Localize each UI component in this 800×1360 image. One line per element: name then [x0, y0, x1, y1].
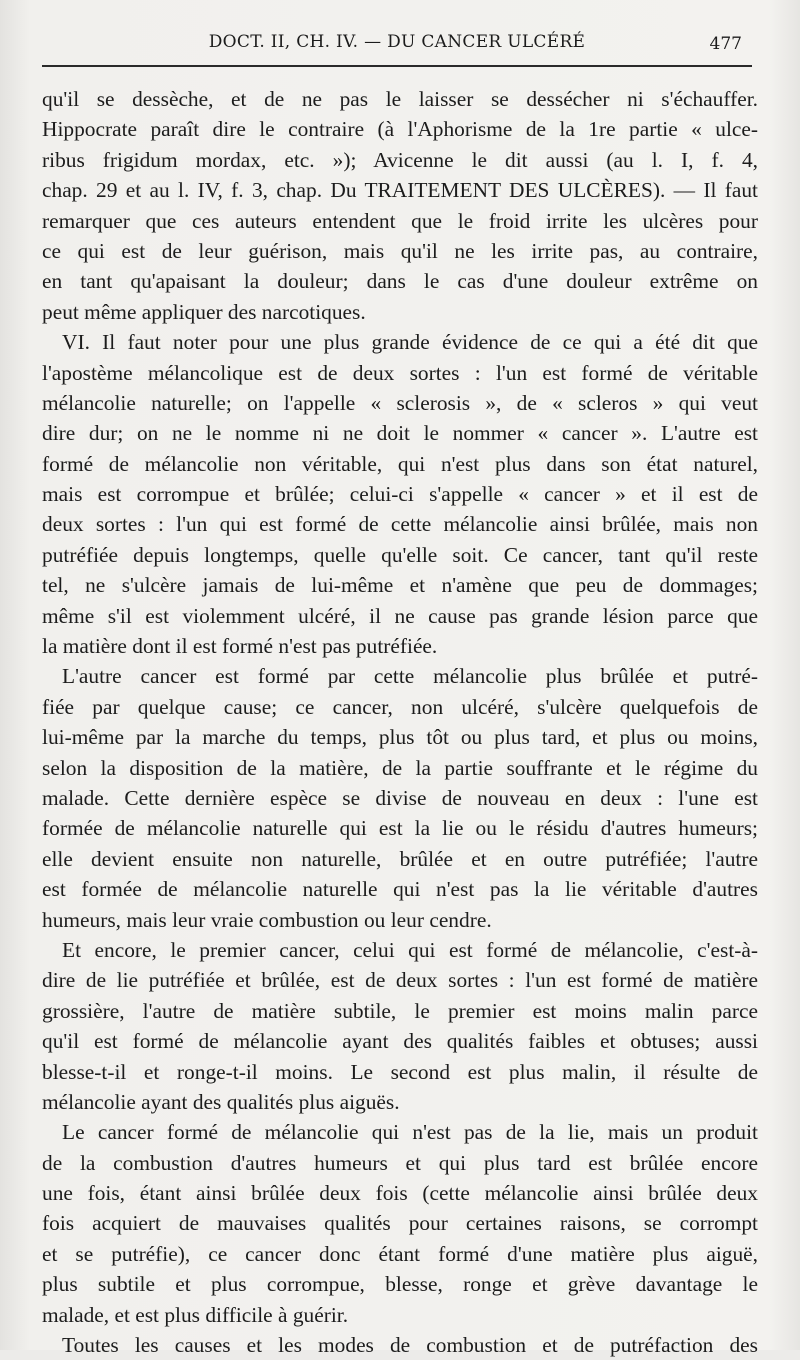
text-line: ribus frigidum mordax, etc. »); Avicenne le dit aussi (au l. I, f. 4,: [42, 147, 758, 172]
text-line: fiée par quelque cause; ce cancer, non ulcéré, s'ulcère quelquefois de: [42, 694, 758, 719]
text-line: est formée de mélancolie naturelle qui n'est pas la lie véritable d'autres: [42, 877, 758, 902]
text-line: blesse-t-il et ronge-t-il moins. Le second est plus malin, il résulte de: [42, 1059, 758, 1084]
text-line: qu'il se dessèche, et de ne pas le laisser se dessécher ni s'échauffer.: [42, 87, 758, 111]
text-line: fois acquiert de mauvaises qualités pour certaines raisons, se corrompt: [42, 1211, 758, 1236]
text-line: malade, et est plus difficile à guérir.: [42, 1302, 349, 1327]
text-line: Toutes les causes et les modes de combustion et de putréfaction des: [62, 1333, 758, 1358]
text-line: remarquer que ces auteurs entendent que le froid irrite les ulcères pour: [42, 208, 758, 233]
text-line: tel, ne s'ulcère jamais de lui-même et n'amène que peu de dommages;: [42, 573, 758, 598]
text-line: deux sortes : l'un qui est formé de cette mélancolie ainsi brûlée, mais non: [42, 512, 758, 537]
text-line: formée de mélancolie naturelle qui est la lie ou le résidu d'autres humeurs;: [42, 816, 758, 841]
text-line: Hippocrate paraît dire le contraire (à l'Aphorisme de la 1re partie « ulce-: [42, 117, 758, 142]
text-line: qu'il est formé de mélancolie ayant des qualités faibles et obtuses; aussi: [42, 1029, 758, 1054]
text-line: mélancolie ayant des qualités plus aiguës.: [42, 1089, 400, 1114]
text-line: plus subtile et plus corrompue, blesse, ronge et grève davantage le: [42, 1272, 758, 1297]
text-line: chap. 29 et au l. IV, f. 3, chap. Du TRAITEMENT DES ULCÈRES). — Il faut: [42, 178, 758, 203]
text-line: mais est corrompue et brûlée; celui-ci s'appelle « cancer » et il est de: [42, 482, 758, 507]
text-line: dire dur; on ne le nomme ni ne doit le nommer « cancer ». L'autre est: [42, 421, 758, 446]
text-line: l'apostème mélancolique est de deux sortes : l'un est formé de véritable: [42, 360, 758, 385]
text-line: la matière dont il est formé n'est pas putréfiée.: [42, 634, 438, 659]
text-line: ce qui est de leur guérison, mais qu'il ne les irrite pas, au contraire,: [42, 238, 758, 263]
text-line: formé de mélancolie non véritable, qui n'est plus dans son état naturel,: [42, 451, 758, 476]
text-line: elle devient ensuite non naturelle, brûlée et en outre putréfiée; l'autre: [42, 846, 758, 871]
text-line: dire de lie putréfiée et brûlée, est de deux sortes : l'un est formé de matière: [42, 968, 758, 993]
text-line: Et encore, le premier cancer, celui qui est formé de mélancolie, c'est-à-: [62, 937, 758, 962]
text-line: VI. Il faut noter pour une plus grande évidence de ce qui a été dit que: [62, 330, 758, 355]
page-number: 477: [709, 34, 742, 54]
text-line: une fois, étant ainsi brûlée deux fois (cette mélancolie ainsi brûlée deux: [42, 1181, 758, 1206]
body-text: [42, 84, 758, 1360]
text-line: Le cancer formé de mélancolie qui n'est pas de la lie, mais un produit: [62, 1120, 758, 1145]
text-line: de la combustion d'autres humeurs et qui plus tard est brûlée encore: [42, 1150, 758, 1175]
header-rule: [42, 65, 752, 67]
text-line: et se putréfie), ce cancer donc étant formé d'une matière plus aiguë,: [42, 1241, 758, 1266]
text-line: en tant qu'apaisant la douleur; dans le cas d'une douleur extrême on: [42, 269, 758, 294]
text-line: grossière, l'autre de matière subtile, le premier est moins malin parce: [42, 998, 758, 1023]
text-line: L'autre cancer est formé par cette mélancolie plus brûlée et putré-: [62, 664, 758, 689]
text-line: selon la disposition de la matière, de la partie souffrante et le régime du: [42, 755, 758, 780]
page-header: [42, 30, 752, 62]
text-line: putréfiée depuis longtemps, quelle qu'elle soit. Ce cancer, tant qu'il reste: [42, 542, 758, 567]
text-line: mélancolie naturelle; on l'appelle « sclerosis », de « scleros » qui veut: [42, 390, 758, 415]
text-line: même s'il est violemment ulcéré, il ne cause pas grande lésion parce que: [42, 603, 758, 628]
running-head: DOCT. II, CH. IV. — DU CANCER ULCÉRÉ: [208, 32, 586, 52]
text-line: malade. Cette dernière espèce se divise de nouveau en deux : l'une est: [42, 785, 758, 810]
text-line: lui-même par la marche du temps, plus tôt ou plus tard, et plus ou moins,: [42, 725, 758, 750]
text-line: humeurs, mais leur vraie combustion ou leur cendre.: [42, 907, 492, 932]
text-line: peut même appliquer des narcotiques.: [42, 299, 366, 324]
